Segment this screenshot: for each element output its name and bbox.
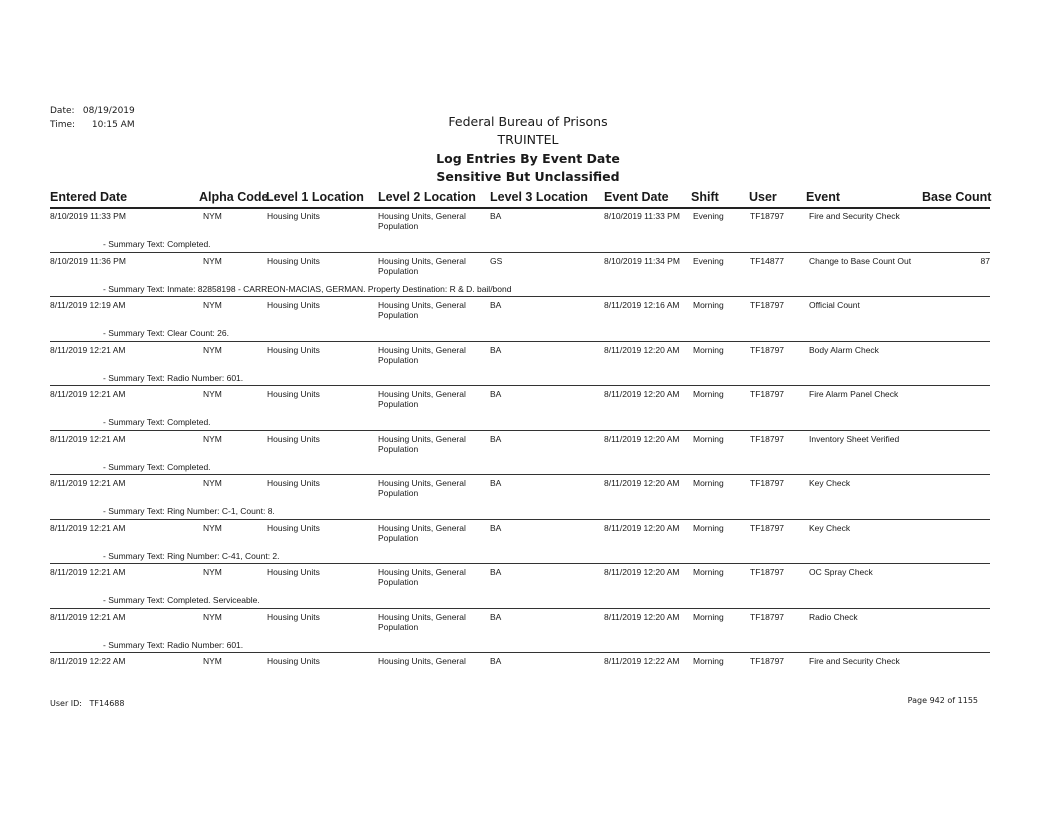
cell-user: TF18797 <box>750 211 785 221</box>
summary-text: - Summary Text: Inmate: 82858198 - CARREON-MACIAS, GERMAN. Property Destination: R & D. bail/bond <box>103 284 512 294</box>
row-rule <box>50 474 990 475</box>
cell-level3: BA <box>490 345 502 355</box>
header-rule <box>50 207 990 209</box>
row-rule <box>50 563 990 564</box>
date-label: Date: <box>50 106 75 116</box>
col-level3: Level 3 Location <box>490 190 588 204</box>
cell-level3: BA <box>490 567 502 577</box>
col-user: User <box>749 190 777 204</box>
summary-text: - Summary Text: Completed. <box>103 417 211 427</box>
cell-shift: Evening <box>693 211 724 221</box>
cell-event: Body Alarm Check <box>809 345 879 355</box>
cell-event-date: 8/11/2019 12:16 AM <box>604 300 680 310</box>
cell-event: Fire and Security Check <box>809 656 900 666</box>
cell-shift: Morning <box>693 300 724 310</box>
cell-entered-date: 8/11/2019 12:21 AM <box>50 389 126 399</box>
cell-shift: Morning <box>693 612 724 622</box>
cell-event-date: 8/11/2019 12:20 AM <box>604 434 680 444</box>
cell-level2: Housing Units, General Population <box>378 523 466 543</box>
col-shift: Shift <box>691 190 719 204</box>
cell-level2: Housing Units, General Population <box>378 345 466 365</box>
cell-level3: BA <box>490 434 502 444</box>
cell-shift: Morning <box>693 389 724 399</box>
footer-user <box>50 699 124 708</box>
cell-alpha-code: NYM <box>203 478 222 488</box>
cell-event-date: 8/11/2019 12:20 AM <box>604 612 680 622</box>
col-level2: Level 2 Location <box>378 190 476 204</box>
row-rule <box>50 252 990 253</box>
cell-alpha-code: NYM <box>203 300 222 310</box>
cell-event-date: 8/10/2019 11:34 PM <box>604 256 680 266</box>
table-header <box>0 186 1056 208</box>
cell-event: OC Spray Check <box>809 567 873 577</box>
summary-text: - Summary Text: Completed. <box>103 239 211 249</box>
cell-user: TF14877 <box>750 256 785 266</box>
cell-entered-date: 8/10/2019 11:36 PM <box>50 256 126 266</box>
cell-level2: Housing Units, General Population <box>378 567 466 587</box>
row-rule <box>50 385 990 386</box>
row-rule <box>50 652 990 653</box>
col-event: Event <box>806 190 841 204</box>
title-agency: Federal Bureau of Prisons <box>448 114 608 129</box>
cell-alpha-code: NYM <box>203 567 222 577</box>
user-id-value: TF14688 <box>89 699 125 708</box>
cell-user: TF18797 <box>750 345 785 355</box>
row-rule <box>50 430 990 431</box>
cell-event: Fire Alarm Panel Check <box>809 389 899 399</box>
cell-alpha-code: NYM <box>203 656 222 666</box>
summary-text: - Summary Text: Completed. <box>103 462 211 472</box>
cell-event-date: 8/11/2019 12:20 AM <box>604 345 680 355</box>
cell-level1: Housing Units <box>267 256 320 266</box>
time-value: 10:15 AM <box>91 120 135 130</box>
cell-level1: Housing Units <box>267 300 320 310</box>
cell-level2: Housing Units, General <box>378 656 466 666</box>
cell-shift: Evening <box>693 256 724 266</box>
cell-level1: Housing Units <box>267 656 320 666</box>
cell-level2: Housing Units, General Population <box>378 478 466 498</box>
col-base-count: Base Count <box>922 190 992 204</box>
cell-alpha-code: NYM <box>203 345 222 355</box>
cell-level2: Housing Units, General Population <box>378 389 466 409</box>
cell-entered-date: 8/11/2019 12:21 AM <box>50 523 126 533</box>
cell-user: TF18797 <box>750 434 785 444</box>
cell-level1: Housing Units <box>267 567 320 577</box>
cell-level1: Housing Units <box>267 434 320 444</box>
cell-user: TF18797 <box>750 612 785 622</box>
cell-entered-date: 8/11/2019 12:21 AM <box>50 612 126 622</box>
cell-event: Key Check <box>809 523 851 533</box>
cell-level3: BA <box>490 612 502 622</box>
cell-level1: Housing Units <box>267 612 320 622</box>
summary-text: - Summary Text: Clear Count: 26. <box>103 328 229 338</box>
col-event-date: Event Date <box>604 190 669 204</box>
cell-level3: BA <box>490 523 502 533</box>
cell-event: Key Check <box>809 478 851 488</box>
date-value: 08/19/2019 <box>82 106 135 116</box>
cell-level3: BA <box>490 300 502 310</box>
row-rule <box>50 341 990 342</box>
cell-event: Radio Check <box>809 612 858 622</box>
cell-level3: GS <box>490 256 503 266</box>
cell-shift: Morning <box>693 567 724 577</box>
summary-text: - Summary Text: Ring Number: C-1, Count: 8. <box>103 506 275 516</box>
title-report: Log Entries By Event Date <box>436 151 620 166</box>
cell-event-date: 8/11/2019 12:20 AM <box>604 523 680 533</box>
user-id-label: User ID: <box>50 699 82 708</box>
cell-level2: Housing Units, General Population <box>378 612 466 632</box>
cell-level2: Housing Units, General Population <box>378 434 466 454</box>
row-rule <box>50 519 990 520</box>
cell-level3: BA <box>490 478 502 488</box>
cell-shift: Morning <box>693 478 724 488</box>
cell-entered-date: 8/11/2019 12:21 AM <box>50 434 126 444</box>
cell-event: Inventory Sheet Verified <box>809 434 900 444</box>
cell-shift: Morning <box>693 434 724 444</box>
cell-alpha-code: NYM <box>203 612 222 622</box>
cell-event-date: 8/11/2019 12:20 AM <box>604 567 680 577</box>
title-classification: Sensitive But Unclassified <box>436 169 620 184</box>
cell-level1: Housing Units <box>267 389 320 399</box>
row-rule <box>50 296 990 297</box>
summary-text: - Summary Text: Ring Number: C-41, Count: 2. <box>103 551 280 561</box>
cell-entered-date: 8/11/2019 12:19 AM <box>50 300 126 310</box>
cell-base-count: 87 <box>980 256 990 266</box>
cell-shift: Morning <box>693 523 724 533</box>
cell-user: TF18797 <box>750 478 785 488</box>
cell-alpha-code: NYM <box>203 389 222 399</box>
cell-event: Fire and Security Check <box>809 211 900 221</box>
cell-shift: Morning <box>693 656 724 666</box>
cell-event-date: 8/11/2019 12:22 AM <box>604 656 680 666</box>
cell-alpha-code: NYM <box>203 256 222 266</box>
cell-level1: Housing Units <box>267 345 320 355</box>
cell-entered-date: 8/11/2019 12:21 AM <box>50 478 126 488</box>
summary-text: - Summary Text: Radio Number: 601. <box>103 373 244 383</box>
cell-user: TF18797 <box>750 656 785 666</box>
cell-event-date: 8/10/2019 11:33 PM <box>604 211 680 221</box>
page-number: Page 942 of 1155 <box>907 696 978 705</box>
cell-user: TF18797 <box>750 523 785 533</box>
title-system: TRUINTEL <box>497 132 559 147</box>
summary-text: - Summary Text: Radio Number: 601. <box>103 640 244 650</box>
cell-alpha-code: NYM <box>203 434 222 444</box>
cell-level1: Housing Units <box>267 478 320 488</box>
cell-shift: Morning <box>693 345 724 355</box>
cell-level1: Housing Units <box>267 211 320 221</box>
col-entered-date: Entered Date <box>50 190 128 204</box>
cell-level2: Housing Units, General Population <box>378 300 466 320</box>
cell-level3: BA <box>490 389 502 399</box>
cell-level3: BA <box>490 656 502 666</box>
cell-level2: Housing Units, General Population <box>378 211 466 231</box>
cell-event-date: 8/11/2019 12:20 AM <box>604 389 680 399</box>
cell-level2: Housing Units, General Population <box>378 256 466 276</box>
cell-user: TF18797 <box>750 389 785 399</box>
col-alpha-code: Alpha Code <box>199 190 269 204</box>
cell-level1: Housing Units <box>267 523 320 533</box>
col-level1: Level 1 Location <box>266 190 364 204</box>
cell-entered-date: 8/11/2019 12:22 AM <box>50 656 126 666</box>
cell-entered-date: 8/11/2019 12:21 AM <box>50 345 126 355</box>
cell-event: Change to Base Count Out <box>809 256 912 266</box>
cell-entered-date: 8/10/2019 11:33 PM <box>50 211 126 221</box>
cell-entered-date: 8/11/2019 12:21 AM <box>50 567 126 577</box>
summary-text: - Summary Text: Completed. Serviceable. <box>103 595 260 605</box>
cell-alpha-code: NYM <box>203 523 222 533</box>
cell-user: TF18797 <box>750 567 785 577</box>
cell-event: Official Count <box>809 300 860 310</box>
cell-event-date: 8/11/2019 12:20 AM <box>604 478 680 488</box>
cell-user: TF18797 <box>750 300 785 310</box>
row-rule <box>50 608 990 609</box>
cell-level3: BA <box>490 211 502 221</box>
cell-alpha-code: NYM <box>203 211 222 221</box>
time-label: Time: <box>50 120 76 130</box>
